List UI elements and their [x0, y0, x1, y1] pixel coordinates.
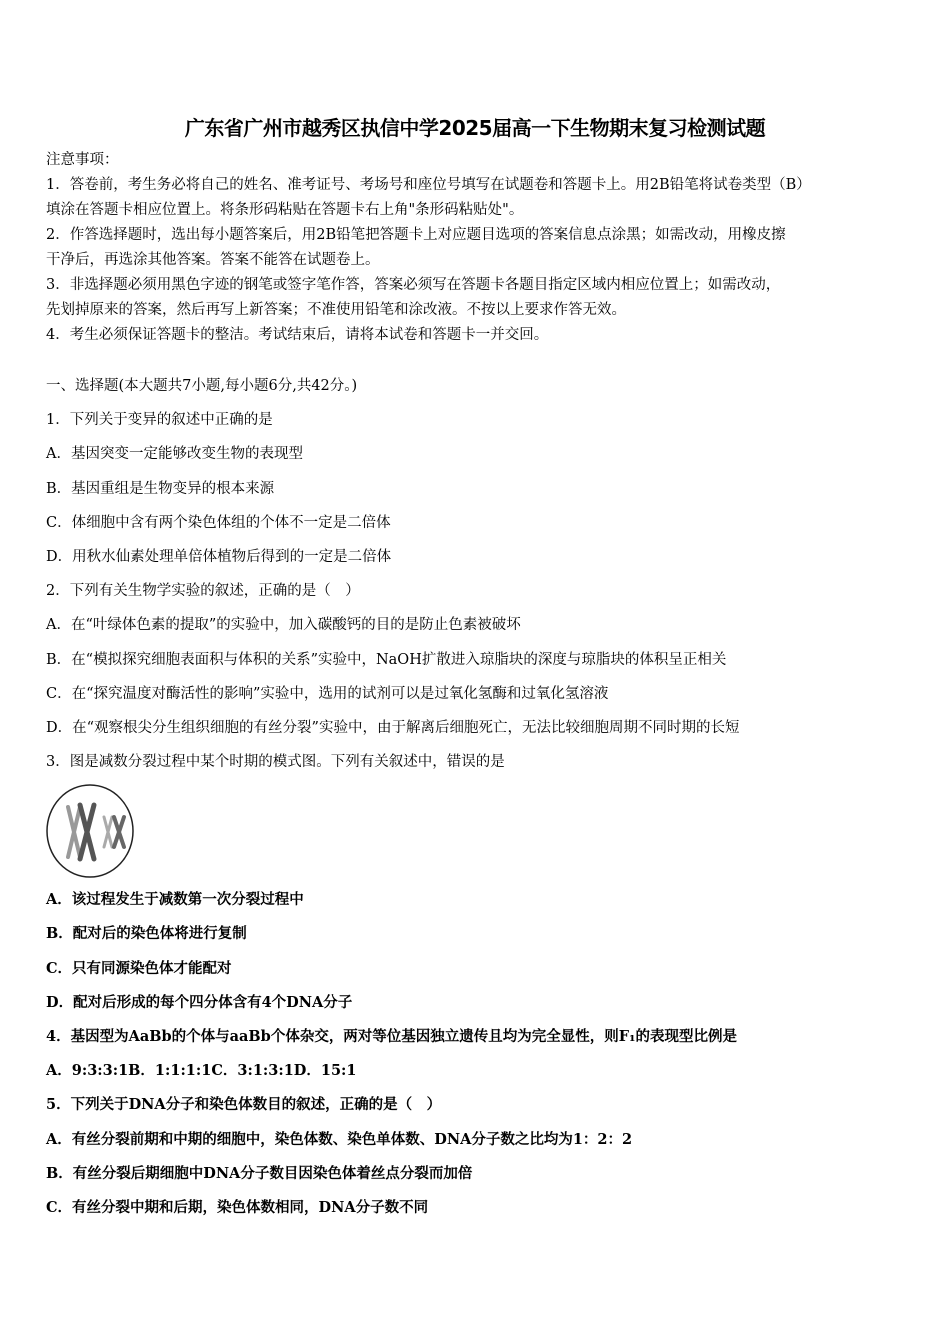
note-line: 3．非选择题必须用黑色字迹的钢笔或签字笔作答，答案必须写在答题卡各题目指定区域内相应位置上；如需改动，: [46, 277, 781, 293]
q5-option-b: B．有丝分裂后期细胞中DNA分子数目因染色体着丝点分裂而加倍: [46, 1164, 473, 1182]
q1-option-a: A．基因突变一定能够改变生物的表现型: [46, 446, 303, 463]
q1-option-d: D．用秋水仙素处理单倍体植物后得到的一定是二倍体: [46, 548, 392, 565]
note-line: 1．答卷前，考生务必将自己的姓名、准考证号、考场号和座位号填写在试题卷和答题卡上。用2B铅笔将试卷类型（B）: [46, 177, 811, 193]
questions: [46, 373, 906, 1229]
question-1-stem: 1．下列关于变异的叙述中正确的是: [46, 412, 273, 429]
note-line: 先划掉原来的答案，然后再写上新答案；不准使用铅笔和涂改液。不按以上要求作答无效。: [46, 302, 626, 318]
q2-option-a: A．在“叶绿体色素的提取”的实验中，加入碳酸钙的目的是防止色素被破坏: [46, 617, 521, 634]
chromosome-pairing-image: [46, 779, 156, 883]
question-5-stem: 5．下列关于DNA分子和染色体数目的叙述，正确的是（ ）: [46, 1096, 442, 1114]
q4-options: A．9:3:3:1B．1:1:1:1C．3:1:3:1D．15:1: [46, 1062, 357, 1080]
q3-option-c: C．只有同源染色体才能配对: [46, 959, 232, 977]
note-line: 干净后，再选涂其他答案。答案不能答在试题卷上。: [46, 252, 380, 268]
note-line: 填涂在答题卡相应位置上。将条形码粘贴在答题卡右上角"条形码粘贴处"。: [46, 202, 524, 218]
q1-option-c: C．体细胞中含有两个染色体组的个体不一定是二倍体: [46, 514, 391, 531]
q3-option-d: D．配对后形成的每个四分体含有4个DNA分子: [46, 993, 353, 1011]
q5-option-a: A．有丝分裂前期和中期的细胞中，染色体数、染色单体数、DNA分子数之比均为1：2：2: [46, 1130, 633, 1148]
q2-option-d: D．在“观察根尖分生组织细胞的有丝分裂”实验中，由于解离后细胞死亡，无法比较细胞周期不同时期的长短: [46, 719, 740, 736]
q5-option-c: C．有丝分裂中期和后期，染色体数相同，DNA分子数不同: [46, 1198, 429, 1216]
q1-option-b: B．基因重组是生物变异的根本来源: [46, 480, 275, 497]
q2-option-c: C．在“探究温度对酶活性的影响”实验中，选用的试剂可以是过氧化氢酶和过氧化氢溶液: [46, 685, 609, 702]
section-heading: 一、选择题(本大题共7小题,每小题6分,共42分。): [46, 378, 358, 394]
question-4-stem: 4．基因型为AaBb的个体与aaBb个体杂交，两对等位基因独立遗传且均为完全显性，则F₁的表现型比例是: [46, 1028, 737, 1045]
note-line: 4．考生必须保证答题卡的整洁。考试结束后，请将本试卷和答题卡一并交回。: [46, 327, 549, 343]
q3-option-a: A．该过程发生于减数第一次分裂过程中: [46, 891, 304, 909]
meiosis-figure: [46, 779, 906, 887]
question-2-stem: 2．下列有关生物学实验的叙述，正确的是（ ）: [46, 583, 360, 600]
notes-section: [46, 148, 906, 348]
document-title: 广东省广州市越秀区执信中学2025届高一下生物期末复习检测试题: [184, 116, 766, 140]
q2-option-b: B．在“模拟探究细胞表面积与体积的关系”实验中，NaOH扩散进入琼脂块的深度与琼脂块的体积呈正相关: [46, 651, 727, 668]
question-3-stem: 3．图是减数分裂过程中某个时期的模式图。下列有关叙述中，错误的是: [46, 754, 505, 771]
notes-heading: 注意事项：: [46, 152, 119, 168]
note-line: 2．作答选择题时，选出每小题答案后，用2B铅笔把答题卡上对应题目选项的答案信息点涂黑；如需改动，用橡皮擦: [46, 227, 786, 243]
q3-option-b: B．配对后的染色体将进行复制: [46, 925, 247, 943]
